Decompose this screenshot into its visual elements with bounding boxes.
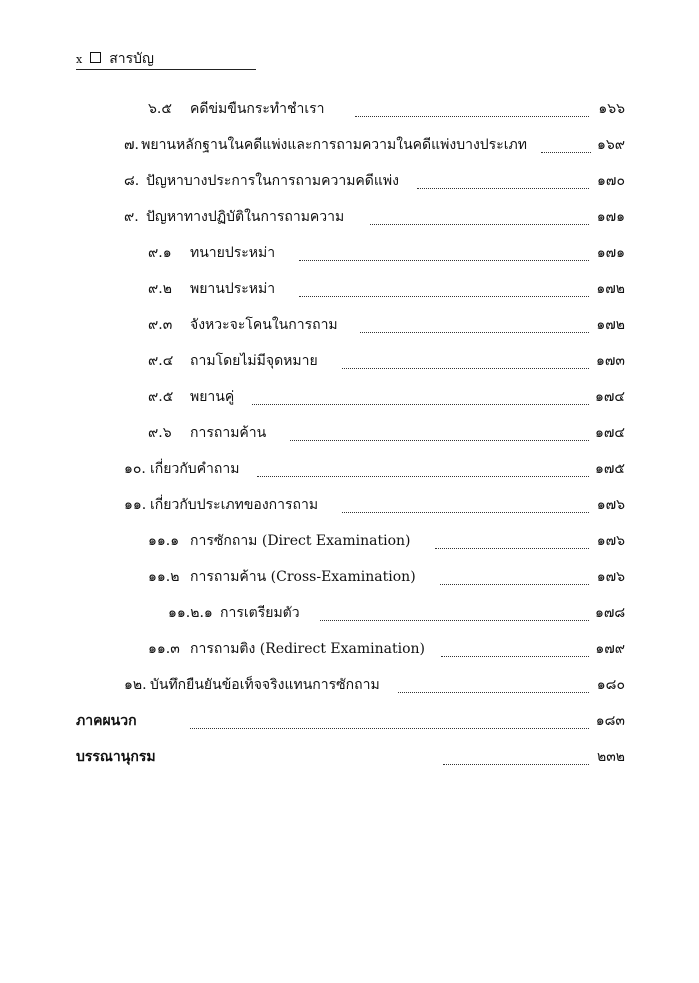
toc-entry-title: การเตรียมตัว (220, 605, 300, 621)
toc-entry-number: ๑๑.๓ (148, 641, 180, 657)
toc-entry (0, 456, 699, 482)
toc-entry-page: ๑๗๓ (596, 353, 625, 369)
toc-entry (0, 312, 699, 338)
toc-entry-page: ๑๗๘ (595, 605, 626, 621)
toc-leader-dots (440, 574, 589, 585)
toc-entry-number: ๗. (124, 137, 139, 153)
toc-leader-dots (190, 718, 589, 729)
toc-entry (0, 384, 699, 410)
toc-entry-page: ๑๗๖ (596, 533, 625, 549)
toc-leader-dots (370, 214, 589, 225)
toc-entry (0, 204, 699, 230)
toc-entry-page: ๑๗๙ (595, 641, 625, 657)
toc-leader-dots (398, 682, 589, 693)
toc-entry-number: ๙.๕ (148, 389, 174, 405)
header-title: สารบัญ (109, 51, 154, 67)
toc-entry-title: เกี่ยวกับประเภทของการถาม (150, 497, 319, 513)
toc-entry-number: ๑๑.๒.๑ (168, 605, 213, 621)
toc-entry-page: ๑๗๖ (596, 569, 625, 585)
toc-entry-page: ๑๘๐ (596, 677, 625, 693)
toc-entry-title: บันทึกยืนยันข้อเท็จจริงแทนการซักถาม (150, 677, 380, 693)
toc-entry-page: ๑๗๒ (596, 317, 625, 333)
toc-entry-title: พยานประหม่า (190, 281, 276, 297)
toc-entry-title: การถามค้าน (Cross-Examination) (190, 569, 416, 585)
toc-leader-dots (541, 142, 591, 153)
toc-entry-number: ๑๑. (124, 497, 147, 513)
toc-entry-number: ๙.๖ (148, 425, 172, 441)
toc-entry-page: ๑๘๓ (595, 713, 625, 729)
toc-entry-title: พยานคู่ (190, 389, 235, 405)
toc-leader-dots (257, 466, 589, 477)
toc-entry-bibliography (0, 744, 699, 770)
toc-entry-title: พยานหลักฐานในคดีแพ่งและการถามความในคดีแพ่งบางประเภท (141, 137, 527, 153)
toc-entry-number: ๖.๕ (148, 101, 172, 117)
toc-entry-title: คดีข่มขืนกระทำชำเรา (190, 101, 325, 117)
toc-entry-number: ๑๐. (124, 461, 146, 477)
toc-entry (0, 420, 699, 446)
toc-leader-dots (355, 106, 589, 117)
toc-entry (0, 240, 699, 266)
page-header (76, 48, 154, 70)
toc-entry (0, 168, 699, 194)
toc-entry-page: ๑๖๖ (598, 101, 625, 117)
toc-entry (0, 96, 699, 122)
toc-entry (0, 132, 699, 158)
toc-entry-page: ๑๗๐ (597, 173, 625, 189)
toc-entry-page: ๑๗๑ (596, 209, 625, 225)
toc-leader-dots (417, 178, 589, 189)
toc-leader-dots (441, 646, 589, 657)
toc-entry-page: ๑๗๕ (595, 461, 626, 477)
toc-leader-dots (342, 502, 589, 513)
toc-entry-number: ๙.๑ (148, 245, 172, 261)
toc-entry-title: ภาคผนวก (76, 713, 137, 729)
square-bullet-icon (90, 52, 101, 63)
toc-entry (0, 600, 699, 626)
toc-entry-title: จังหวะจะโคนในการถาม (190, 317, 338, 333)
toc-entry-number: ๙.๔ (148, 353, 174, 369)
toc-entry-title: การถามติง (Redirect Examination) (190, 641, 426, 657)
toc-leader-dots (320, 610, 589, 621)
toc-entry-title: บรรณานุกรม (76, 749, 156, 765)
toc-entry-number: ๑๑.๒ (148, 569, 180, 585)
toc-leader-dots (299, 250, 589, 261)
toc-entry-page: ๑๗๑ (596, 245, 625, 261)
toc-entry (0, 672, 699, 698)
toc-entry-page: ๒๓๒ (596, 749, 625, 765)
toc-entry-title: ถามโดยไม่มีจุดหมาย (190, 353, 318, 369)
toc-entry-page: ๑๗๒ (596, 281, 625, 297)
toc-entry (0, 348, 699, 374)
toc-entry-page: ๑๗๔ (595, 389, 626, 405)
toc-entry-title: ปัญหาทางปฏิบัติในการถามความ (146, 209, 345, 225)
toc-entry (0, 564, 699, 590)
toc-leader-dots (342, 358, 589, 369)
toc-entry-title: การถามค้าน (190, 425, 267, 441)
toc-leader-dots (290, 430, 589, 441)
toc-entry (0, 528, 699, 554)
toc-leader-dots (443, 754, 589, 765)
toc-entry-appendix (0, 708, 699, 734)
toc-entry-number: ๙.๒ (148, 281, 172, 297)
toc-entry (0, 492, 699, 518)
header-page-number: x (76, 53, 83, 66)
toc-entry-page: ๑๗๔ (595, 425, 626, 441)
toc-entry-title: ปัญหาบางประการในการถามความคดีแพ่ง (146, 173, 399, 189)
toc-entry-page: ๑๖๙ (596, 137, 625, 153)
toc-entry-page: ๑๗๖ (596, 497, 625, 513)
toc-leader-dots (435, 538, 590, 549)
toc-entry-title: เกี่ยวกับคำถาม (150, 461, 240, 477)
toc-leader-dots (252, 394, 589, 405)
toc-leader-dots (299, 286, 589, 297)
toc-entry-title: ทนายประหม่า (190, 245, 276, 261)
header-divider (76, 69, 256, 70)
toc-entry-number: ๙.๓ (148, 317, 173, 333)
toc-entry (0, 276, 699, 302)
toc-entry-number: ๑๑.๑ (148, 533, 180, 549)
toc-leader-dots (360, 322, 589, 333)
toc-entry-number: ๘. (124, 173, 140, 189)
toc-entry-title: การซักถาม (Direct Examination) (190, 533, 411, 549)
toc-entry-number: ๙. (124, 209, 139, 225)
toc-entry (0, 636, 699, 662)
toc-entry-number: ๑๒. (124, 677, 147, 693)
